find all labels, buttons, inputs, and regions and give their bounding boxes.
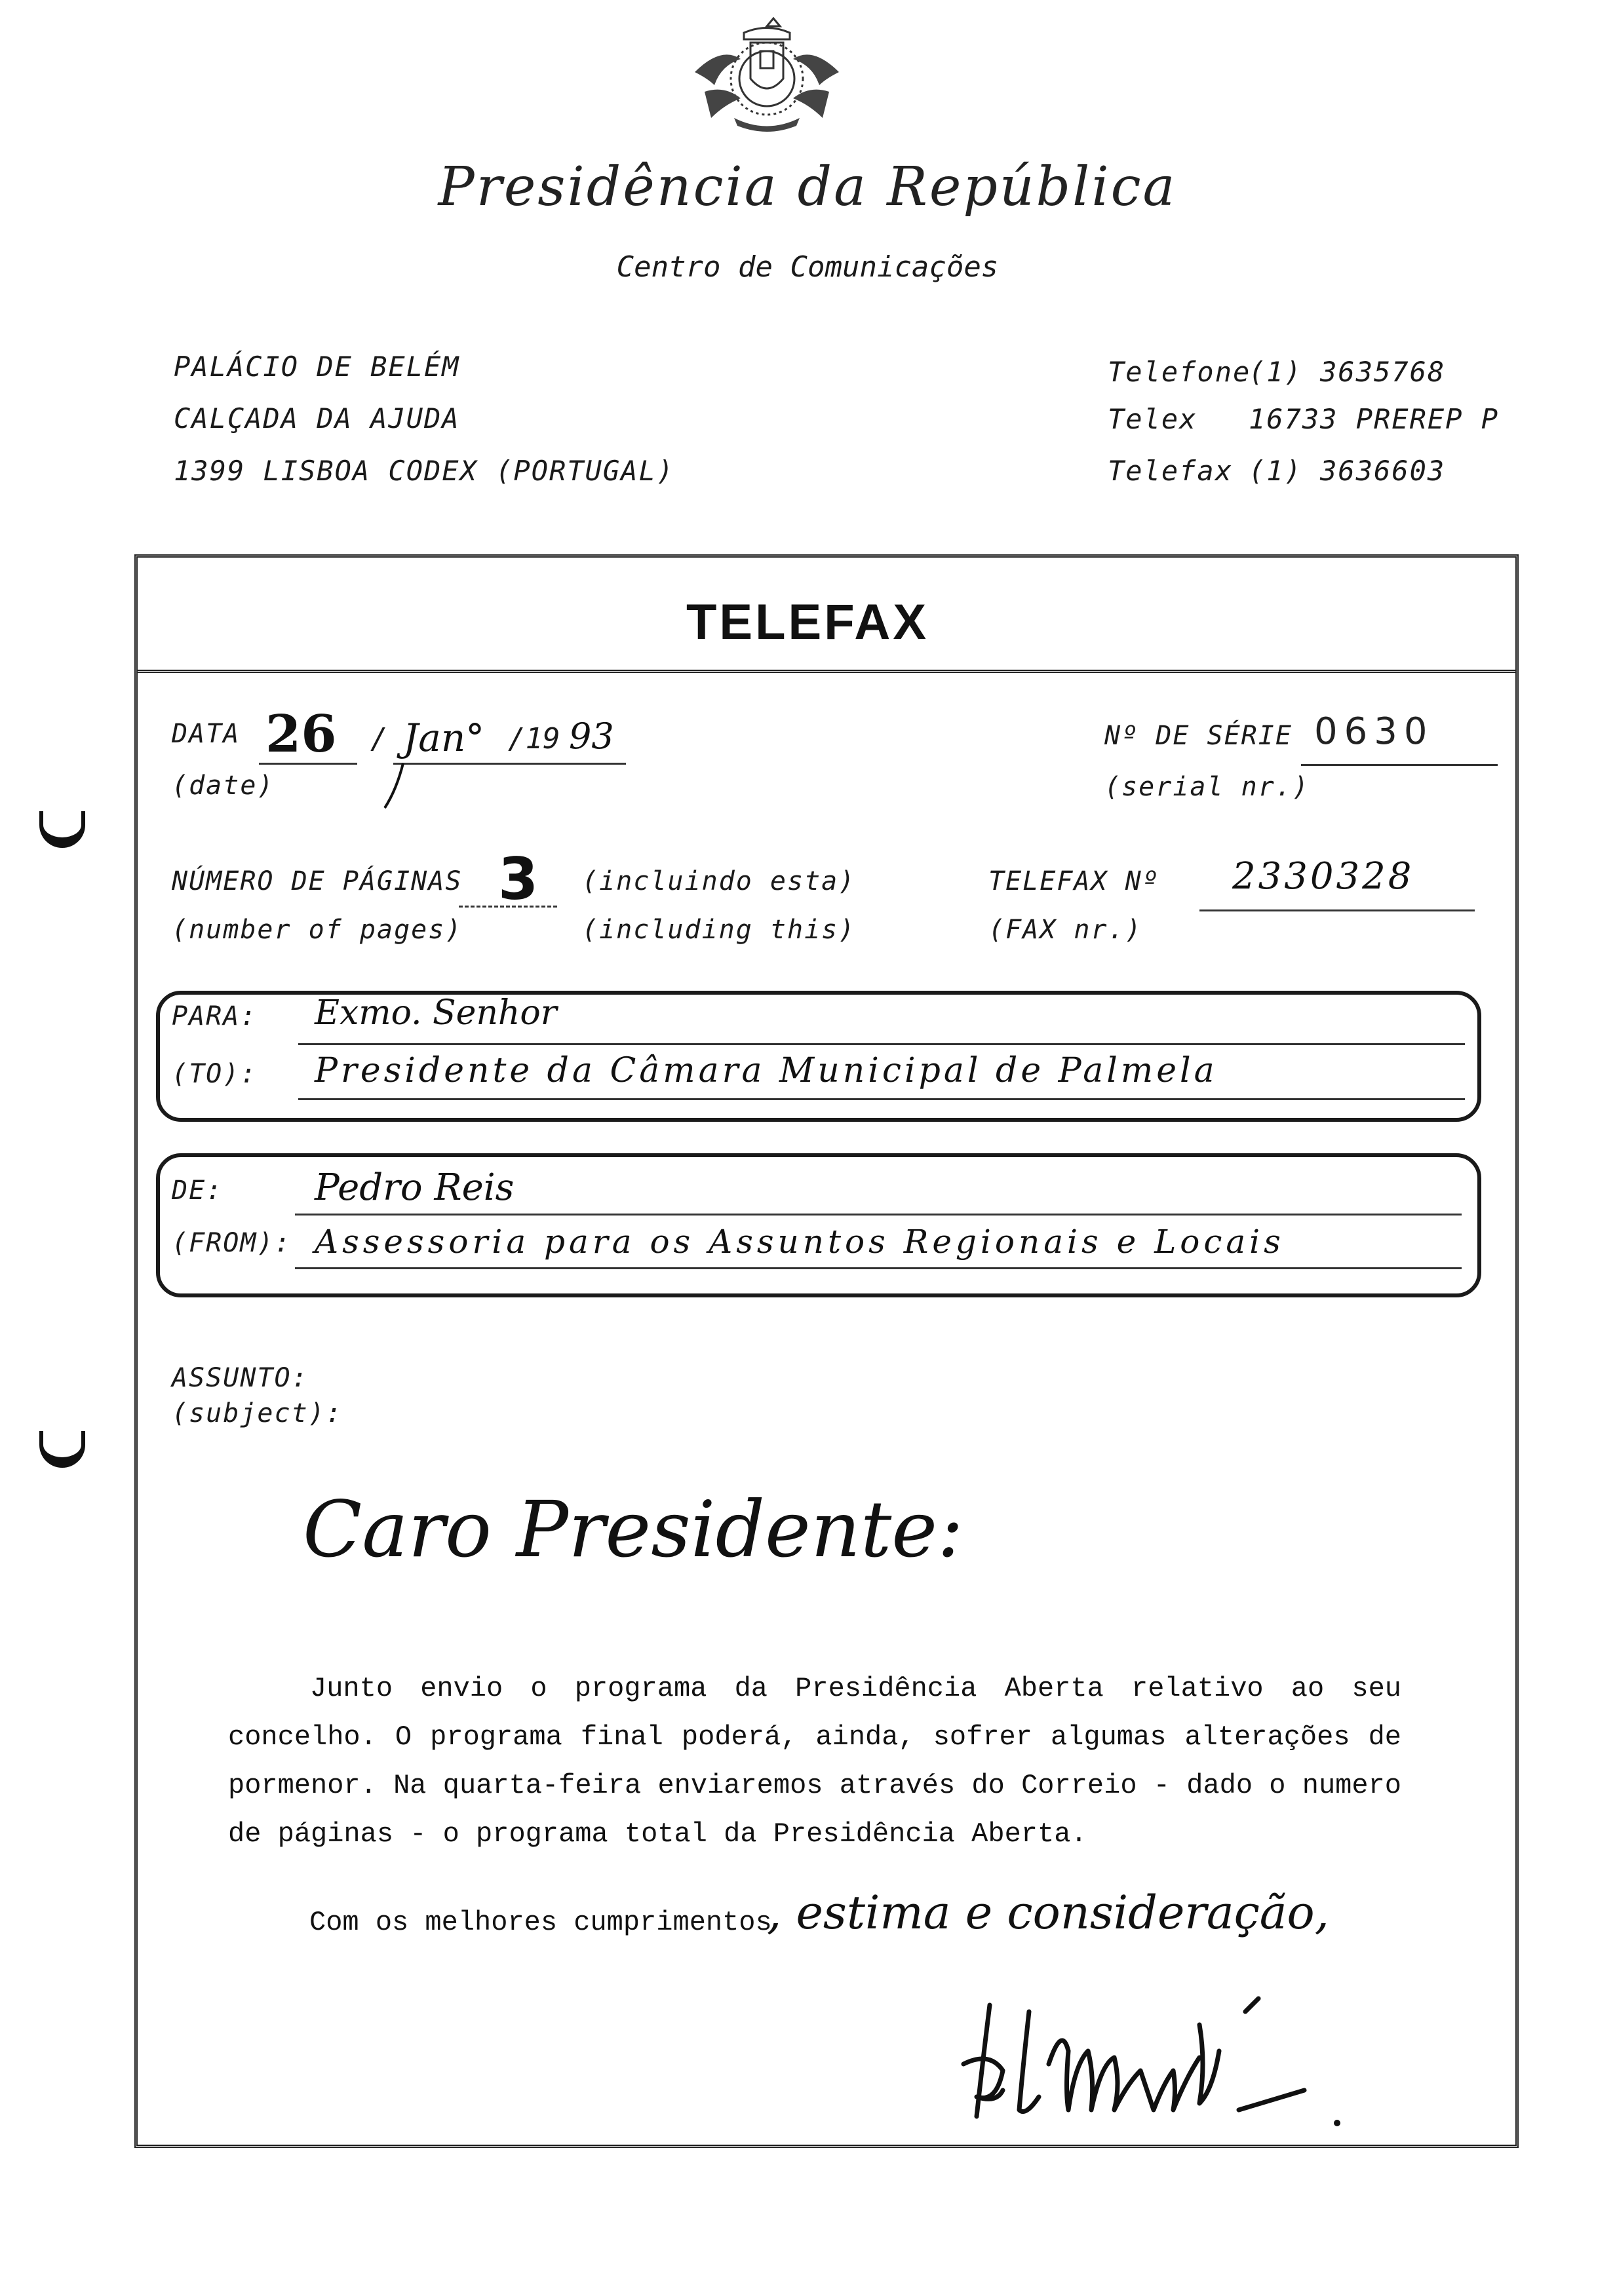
date-year-underline [508, 763, 626, 765]
pages-underline [459, 906, 557, 908]
from-label: DE: [172, 1176, 224, 1206]
fax-number-value: 2330328 [1232, 855, 1414, 898]
form-title: TELEFAX [686, 594, 929, 650]
date-label-en: (date) [172, 771, 275, 801]
including-label: (incluindo esta) [582, 866, 856, 896]
sender-underline-2 [295, 1267, 1462, 1269]
pages-value: 3 [498, 845, 539, 913]
serial-label-en: (serial nr.) [1104, 772, 1310, 802]
letter-paragraph: Junto envio o programa da Presidência Aberta relativo ao seu concelho. O programa final poderá, ainda, sofrer algumas alterações de pormenor. Na quarta-feira enviaremos através do Correio - dado o numero de páginas - o programa total da Presidência Aberta. [228, 1673, 1401, 1850]
pages-label: NÚMERO DE PÁGINAS [172, 866, 463, 896]
sender-line-2: Assessoria para os Assuntos Regionais e Locais [315, 1223, 1285, 1261]
divider [138, 670, 1515, 673]
to-label-en: (TO): [172, 1059, 258, 1089]
punch-hole-mark [39, 811, 85, 848]
recipient-underline-2 [298, 1098, 1465, 1100]
recipient-underline-1 [298, 1043, 1465, 1045]
date-year-value: 93 [569, 716, 614, 757]
fax-number-label-en: (FAX nr.) [988, 915, 1142, 945]
to-label: PARA: [172, 1001, 258, 1031]
salutation: Caro Presidente: [303, 1484, 963, 1575]
sender-line-1: Pedro Reis [315, 1166, 515, 1209]
recipient-line-1: Exmo. Senhor [315, 993, 557, 1033]
address-line-3: 1399 LISBOA CODEX (PORTUGAL) [174, 455, 675, 487]
date-separator: / [370, 722, 388, 756]
handwritten-signature [950, 1985, 1370, 2136]
serial-value: 0630 [1314, 710, 1434, 753]
serial-label: Nº DE SÉRIE [1104, 721, 1293, 751]
contact-telephone-value: (1) 3635768 [1249, 356, 1446, 388]
fax-number-underline [1199, 909, 1475, 911]
address-line-2: CALÇADA DA AJUDA [174, 402, 460, 434]
including-label-en: (including this) [582, 915, 856, 945]
date-label: DATA [172, 719, 241, 749]
handwritten-stroke [377, 760, 416, 813]
header-subtitle: Centro de Comunicações [616, 250, 999, 284]
coat-of-arms-emblem [682, 13, 852, 138]
pages-label-en: (number of pages) [172, 915, 463, 945]
address-line-1: PALÁCIO DE BELÉM [174, 351, 460, 383]
date-day-value: 26 [265, 704, 337, 764]
recipient-line-2: Presidente da Câmara Municipal de Palmela [315, 1051, 1218, 1090]
from-label-en: (FROM): [172, 1228, 292, 1258]
closing-handwritten: , estima e consideração, [767, 1886, 1329, 1940]
sender-underline-1 [295, 1214, 1462, 1215]
date-day-underline [259, 763, 357, 765]
date-month-value: Jan° [403, 716, 485, 760]
closing-typed: Com os melhores cumprimentos [309, 1907, 772, 1938]
subject-label: ASSUNTO: [172, 1363, 309, 1393]
contact-telefax-label: Telefax [1108, 455, 1234, 487]
contact-telefax-value: (1) 3636603 [1249, 455, 1446, 487]
fax-number-label: TELEFAX Nº [988, 866, 1159, 896]
contact-telephone-label: Telefone [1108, 356, 1251, 388]
header-title: Presidência da República [438, 156, 1177, 218]
date-year-prefix: /19 [508, 722, 560, 756]
subject-label-en: (subject): [172, 1398, 343, 1428]
contact-telex-value: 16733 PREREP P [1249, 403, 1500, 435]
contact-telex-label: Telex [1108, 403, 1197, 435]
punch-hole-mark [39, 1431, 85, 1468]
serial-underline [1301, 764, 1498, 766]
